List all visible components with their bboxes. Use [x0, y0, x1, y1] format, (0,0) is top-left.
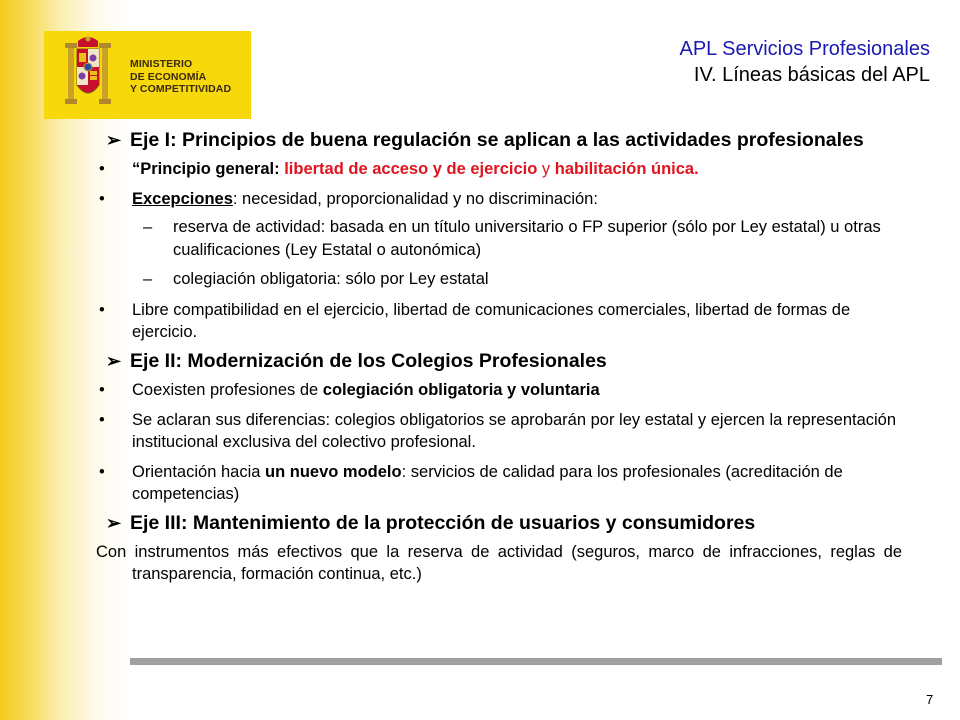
eje1-sub-reserva: – reserva de actividad: basada en un título universitario o FP superior (sólo por Ley estatal) u otras cualificaciones (Ley Estatal o autonómica) [143, 218, 881, 259]
title: APL Servicios Profesionales [679, 38, 930, 60]
eje2-bullet-diferencias: • Se aclaran sus diferencias: colegios obligatorios se aprobarán por ley estatal y ejercen la representación institucional exclusiva del colectivo profesional. [99, 411, 897, 451]
eje2-heading: ➢ Eje II: Modernización de los Colegios Profesionales [106, 350, 607, 372]
bullet-icon: • [99, 463, 105, 481]
subtitle: IV. Líneas básicas del APL [693, 64, 930, 86]
eje1-bullet-principio: • “Principio general: libertad de acceso y de ejercicio y habilitación única. [99, 160, 699, 178]
slide-content [96, 128, 902, 585]
ministry-name: MINISTERIO DE ECONOMÍA Y COMPETITIVIDAD [130, 58, 232, 95]
bullet-icon: • [99, 190, 105, 208]
dash-icon: – [143, 218, 153, 236]
arrow-bullet-icon: ➢ [106, 130, 122, 150]
slide-title [680, 36, 931, 88]
eje3-heading: ➢ Eje III: Mantenimiento de la protección de usuarios y consumidores [106, 512, 756, 534]
eje1-sub-colegiacion: – colegiación obligatoria: sólo por Ley estatal [96, 268, 902, 291]
eje2-bullet-coexisten: • Coexisten profesiones de colegiación obligatoria y voluntaria [99, 381, 600, 399]
eje3-text: Con instrumentos más efectivos que la reserva de actividad (seguros, marco de infracciones, reglas de transparencia, formación continua, etc.) [96, 543, 902, 583]
bullet-icon: • [99, 160, 105, 178]
bullet-icon: • [99, 301, 105, 319]
ministry-logo [44, 31, 251, 119]
arrow-bullet-icon: ➢ [106, 351, 122, 371]
eje1-heading: ➢ Eje I: Principios de buena regulación se aplican a las actividades profesionales [106, 129, 864, 151]
bullet-icon: • [99, 411, 105, 429]
coat-of-arms-icon [58, 35, 118, 115]
eje1-bullet-compatibilidad: • Libre compatibilidad en el ejercicio, libertad de comunicaciones comerciales, libertad de formas de ejercicio. [99, 301, 851, 341]
page-number: 7 [926, 692, 934, 707]
eje1-bullet-excepciones: • Excepciones: necesidad, proporcionalidad y no discriminación: [99, 190, 598, 208]
bullet-icon: • [99, 381, 105, 399]
eje2-bullet-orientacion: • Orientación hacia un nuevo modelo: servicios de calidad para los profesionales (acreditación de competencias) [99, 463, 843, 503]
dash-icon: – [143, 270, 153, 288]
footer-divider [130, 658, 942, 665]
arrow-bullet-icon: ➢ [106, 513, 122, 533]
